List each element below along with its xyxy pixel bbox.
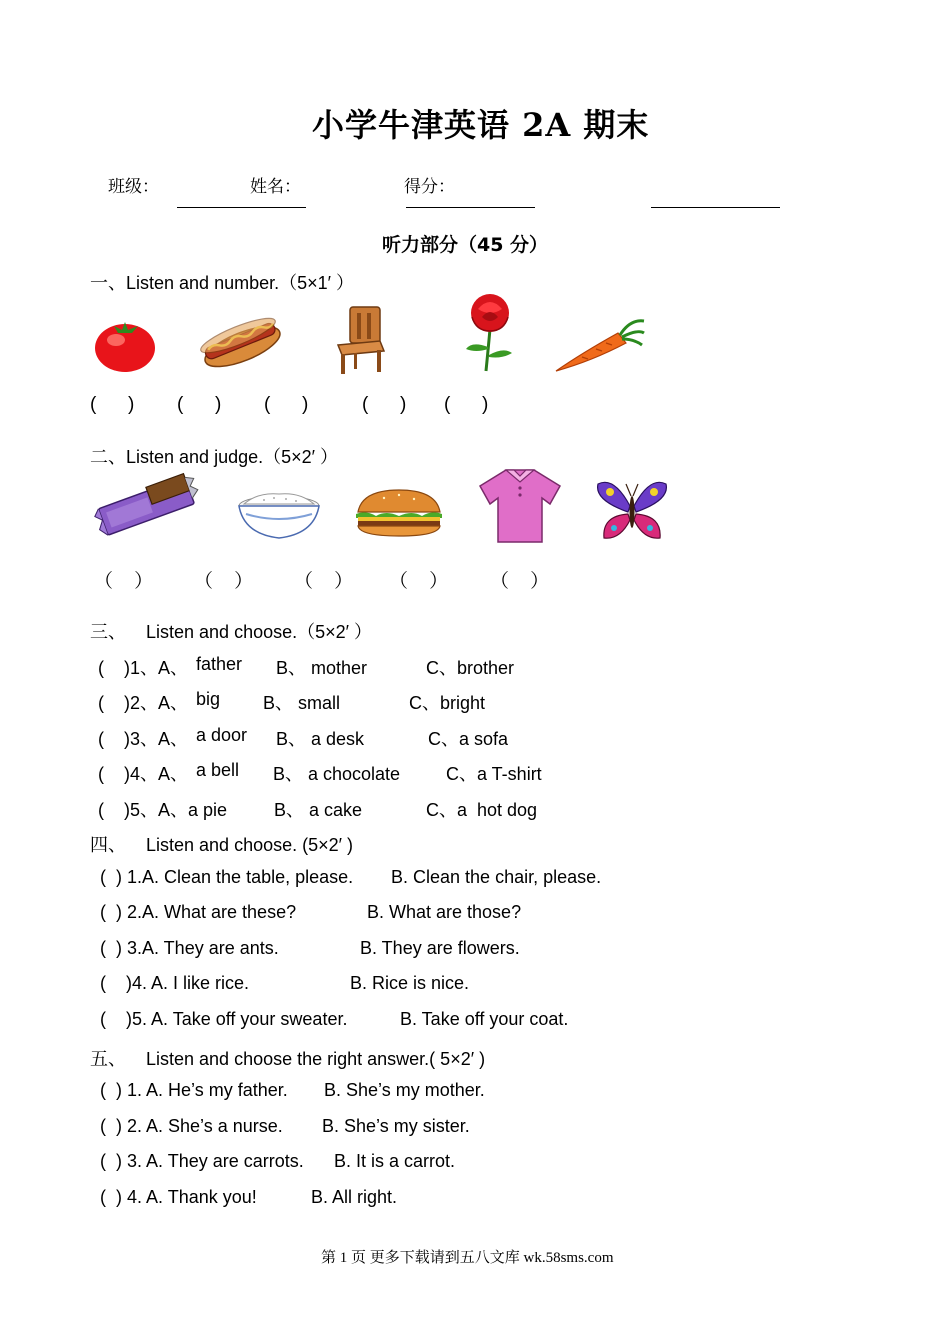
name-label: 姓名： <box>250 177 301 197</box>
hotdog-icon <box>198 315 284 371</box>
chocolate-icon <box>92 474 202 536</box>
question-3-3-option-b: B、 a desk <box>276 729 365 749</box>
question-3-3-option-a: a door <box>196 725 248 745</box>
chair-icon <box>332 305 390 375</box>
answer-paren-1-2[interactable]: ( ) <box>177 394 222 415</box>
answer-paren-1-1[interactable]: ( ) <box>90 394 135 415</box>
rose-icon <box>458 291 522 373</box>
section-5-heading: 五、 Listen and choose the right answer.( 5×2′ ) <box>90 1049 486 1069</box>
tshirt-icon <box>476 464 564 544</box>
answer-paren-1-3[interactable]: ( ) <box>264 394 309 415</box>
section-3-heading: 三、 Listen and choose.（5×2′ ） <box>90 622 373 642</box>
question-4-5-option-a: ( )5. A. Take off your sweater. <box>100 1009 348 1029</box>
question-3-4-option-a: a bell <box>196 760 240 780</box>
question-3-1-option-a: father <box>196 654 243 674</box>
answer-paren-1-5[interactable]: ( ) <box>444 394 489 415</box>
question-5-4-option-a: ( ) 4. A. Thank you! <box>100 1187 257 1207</box>
question-3-3-option-c: C、a sofa <box>428 729 509 749</box>
section-2-heading: 二、Listen and judge.（5×2′ ） <box>90 447 339 467</box>
answer-paren-2-1[interactable]: （ ） <box>94 571 154 592</box>
question-3-4-option-c: C、a T-shirt <box>446 764 542 784</box>
question-4-1-option-a: ( ) 1.A. Clean the table, please. <box>100 867 354 887</box>
question-5-1-option-b: B. She’s my mother. <box>324 1080 485 1100</box>
question-5-3-option-a: ( ) 3. A. They are carrots. <box>100 1151 304 1171</box>
section-1-heading: 一、Listen and number.（5×1′ ） <box>90 273 355 293</box>
question-5-2-option-b: B. She’s my sister. <box>322 1116 470 1136</box>
question-3-1-number: ( )1、A、 <box>98 658 189 678</box>
answer-paren-1-4[interactable]: ( ) <box>362 394 407 415</box>
question-4-4-option-a: ( )4. A. I like rice. <box>100 973 250 993</box>
tomato-icon <box>92 318 158 374</box>
section-4-heading: 四、 Listen and choose. (5×2′ ) <box>90 835 354 855</box>
answer-paren-2-2[interactable]: （ ） <box>194 571 254 592</box>
listening-title: 听力部分（45 分） <box>382 234 549 256</box>
question-3-5-option-b: B、 a cake <box>274 800 363 820</box>
question-4-3-option-a: ( ) 3.A. They are ants. <box>100 938 279 958</box>
question-3-4-number: ( )4、A、 <box>98 764 189 784</box>
score-blank[interactable] <box>651 207 780 208</box>
class-label: 班级： <box>108 177 159 197</box>
question-4-1-option-b: B. Clean the chair, please. <box>391 867 602 887</box>
question-4-3-option-b: B. They are flowers. <box>360 938 520 958</box>
question-3-2-option-a: big <box>196 689 221 709</box>
question-4-4-option-b: B. Rice is nice. <box>350 973 470 993</box>
question-3-5-number: ( )5、A、a pie <box>98 800 228 820</box>
question-3-2-option-c: C、bright <box>409 693 486 713</box>
carrot-icon <box>552 315 646 375</box>
question-3-1-option-b: B、 mother <box>276 658 368 678</box>
answer-paren-2-4[interactable]: （ ） <box>389 571 449 592</box>
question-3-3-number: ( )3、A、 <box>98 729 189 749</box>
question-3-5-option-c: C、a hot dog <box>426 800 538 820</box>
answer-paren-2-3[interactable]: （ ） <box>294 571 354 592</box>
question-5-4-option-b: B. All right. <box>311 1187 398 1207</box>
hamburger-icon <box>354 488 444 538</box>
question-4-2-option-a: ( ) 2.A. What are these? <box>100 902 297 922</box>
page-footer: 第 1 页 更多下载请到五八文库 wk.58sms.com <box>321 1250 614 1266</box>
butterfly-icon <box>594 476 670 544</box>
answer-paren-2-5[interactable]: （ ） <box>490 571 550 592</box>
name-blank[interactable] <box>406 207 535 208</box>
question-3-2-option-b: B、 small <box>263 693 341 713</box>
rice-icon <box>234 488 324 542</box>
question-4-5-option-b: B. Take off your coat. <box>400 1009 569 1029</box>
question-4-2-option-b: B. What are those? <box>367 902 522 922</box>
question-5-3-option-b: B. It is a carrot. <box>334 1151 456 1171</box>
score-label: 得分： <box>404 177 455 197</box>
question-3-2-number: ( )2、A、 <box>98 693 189 713</box>
class-blank[interactable] <box>177 207 306 208</box>
question-3-4-option-b: B、 a chocolate <box>273 764 401 784</box>
question-5-2-option-a: ( ) 2. A. She’s a nurse. <box>100 1116 283 1136</box>
question-3-1-option-c: C、brother <box>426 658 515 678</box>
question-5-1-option-a: ( ) 1. A. He’s my father. <box>100 1080 288 1100</box>
page-title: 小学牛津英语 2A 期末 <box>312 106 650 144</box>
